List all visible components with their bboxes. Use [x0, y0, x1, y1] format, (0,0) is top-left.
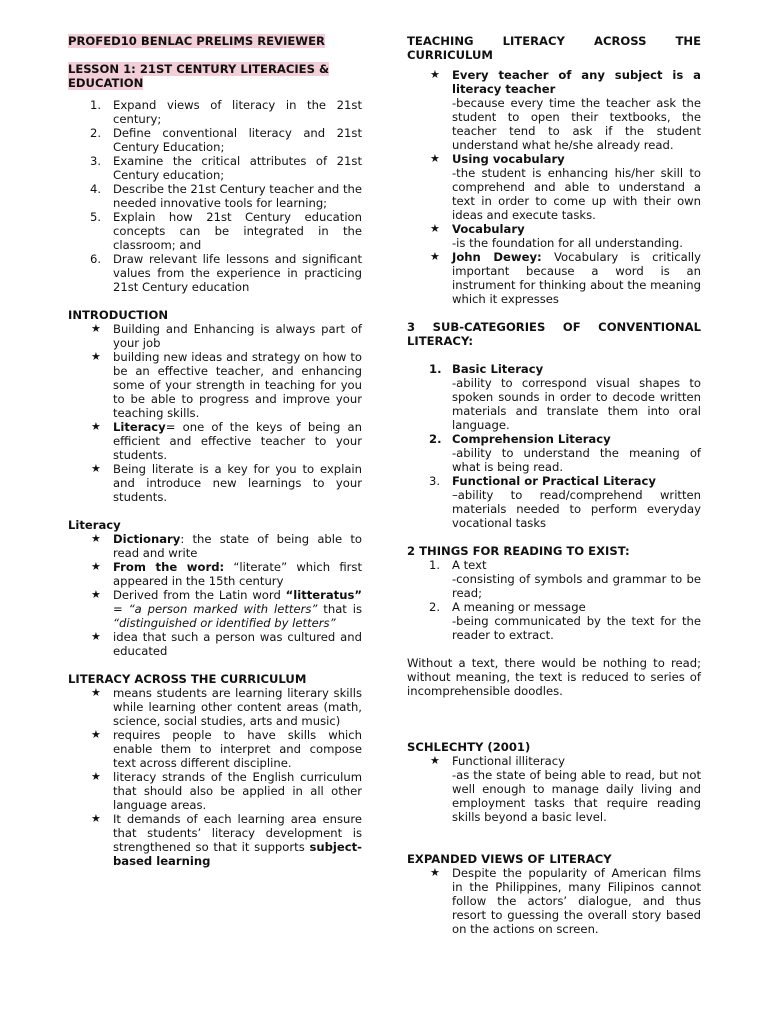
list-item: ★ literacy strands of the English curriculum that should also be applied in all other language areas. [91, 770, 362, 812]
list-item: ★ Building and Enhancing is always part of your job [91, 322, 362, 350]
star-bullet-icon: ★ [91, 532, 101, 545]
list-item: ★ Functional illiteracy -as the state of being able to read, but not well enough to manage daily living and employment tasks that require reading skills beyond a basic level. [430, 754, 701, 824]
star-bullet-icon: ★ [91, 560, 101, 573]
teaching-literacy-list [407, 68, 701, 306]
list-item: 1. Basic Literacy -ability to correspond visual shapes to spoken sounds in order to decode written materials and translate them into oral language. [429, 362, 701, 432]
introduction-list [68, 322, 362, 504]
list-item: ★ Derived from the Latin word “litteratus” = “a person marked with letters” that is “distinguished or identified by letters” [91, 588, 362, 630]
list-item: ★ building new ideas and strategy on how to be an effective teacher, and enhancing some of your strength in teaching for you to be able to progress and improve your teaching skills. [91, 350, 362, 420]
lesson-title-block [68, 62, 362, 90]
objectives-list [68, 98, 362, 294]
introduction-heading: INTRODUCTION [68, 308, 169, 322]
document-title-block [68, 34, 362, 48]
two-things-list [407, 558, 701, 642]
list-item: 2. A meaning or message -being communicated by the text for the reader to extract. [429, 600, 701, 642]
schlechty-list [407, 754, 701, 824]
star-bullet-icon: ★ [430, 68, 440, 81]
star-bullet-icon: ★ [91, 812, 101, 825]
literacy-list [68, 532, 362, 658]
list-item: ★ John Dewey: Vocabulary is critically important because a word is an instrument for thinking about the meaning which it expresses [430, 250, 701, 306]
list-item: ★ requires people to have skills which enable them to interpret and compose text across different discipline. [91, 728, 362, 770]
two-things-heading: 2 THINGS FOR READING TO EXIST: [407, 544, 630, 558]
star-bullet-icon: ★ [430, 754, 440, 767]
literacy-heading: Literacy [68, 518, 121, 532]
list-item: 1. Expand views of literacy in the 21st century; [90, 98, 362, 126]
list-item: ★ Dictionary: the state of being able to read and write [91, 532, 362, 560]
list-item: 6. Draw relevant life lessons and significant values from the experience in practicing 21st Century education [90, 252, 362, 294]
star-bullet-icon: ★ [430, 222, 440, 235]
star-bullet-icon: ★ [430, 250, 440, 263]
star-bullet-icon: ★ [91, 686, 101, 699]
star-bullet-icon: ★ [91, 350, 101, 363]
star-bullet-icon: ★ [91, 322, 101, 335]
star-bullet-icon: ★ [430, 866, 440, 879]
schlechty-heading: SCHLECHTY (2001) [407, 740, 531, 754]
star-bullet-icon: ★ [91, 420, 101, 433]
list-item: 3. Examine the critical attributes of 21st Century education; [90, 154, 362, 182]
star-bullet-icon: ★ [91, 770, 101, 783]
star-bullet-icon: ★ [91, 588, 101, 601]
right-column [407, 34, 701, 936]
left-column [68, 34, 362, 868]
sub-categories-list [407, 362, 701, 530]
star-bullet-icon: ★ [430, 152, 440, 165]
list-item: 3. Functional or Practical Literacy –ability to read/comprehend written materials needed to perform everyday vocational tasks [429, 474, 701, 530]
list-item: 5. Explain how 21st Century education concepts can be integrated in the classroom; and [90, 210, 362, 252]
list-item: ★ idea that such a person was cultured and educated [91, 630, 362, 658]
without-text-paragraph: Without a text, there would be nothing to read; without meaning, the text is reduced to series of incomprehensible doodles. [407, 656, 701, 698]
lesson-title: LESSON 1: 21ST CENTURY LITERACIES & EDUCATION [68, 62, 330, 90]
list-item: ★ It demands of each learning area ensure that students’ literacy development is strengthened so that it supports subject-based learning [91, 812, 362, 868]
document-title: PROFED10 BENLAC PRELIMS REVIEWER [68, 34, 325, 48]
expanded-views-heading: EXPANDED VIEWS OF LITERACY [407, 852, 612, 866]
star-bullet-icon: ★ [91, 462, 101, 475]
sub-categories-heading: 3 SUB-CATEGORIES OF CONVENTIONAL LITERACY: [407, 320, 701, 348]
literacy-across-heading: LITERACY ACROSS THE CURRICULUM [68, 672, 307, 686]
literacy-across-list [68, 686, 362, 868]
list-item: ★ Despite the popularity of American films in the Philippines, many Filipinos cannot follow the actors’ dialogue, and thus resort to guessing the overall story based on the actions on screen. [430, 866, 701, 936]
expanded-views-list [407, 866, 701, 936]
list-item: ★ means students are learning literary skills while learning other content areas (math, science, social studies, arts and music) [91, 686, 362, 728]
teaching-literacy-heading: TEACHING LITERACY ACROSS THE CURRICULUM [407, 34, 701, 62]
list-item: ★ From the word: “literate” which first appeared in the 15th century [91, 560, 362, 588]
list-item: 2. Define conventional literacy and 21st Century Education; [90, 126, 362, 154]
list-item: ★ Every teacher of any subject is a literacy teacher -because every time the teacher ask the student to open their textbooks, the teacher tend to ask if the student understand what he/she already read. [430, 68, 701, 152]
list-item: 4. Describe the 21st Century teacher and the needed innovative tools for learning; [90, 182, 362, 210]
list-item: 2. Comprehension Literacy -ability to understand the meaning of what is being read. [429, 432, 701, 474]
star-bullet-icon: ★ [91, 728, 101, 741]
list-item: ★ Vocabulary -is the foundation for all understanding. [430, 222, 683, 250]
list-item: 1. A text -consisting of symbols and grammar to be read; [429, 558, 701, 600]
list-item: ★ Using vocabulary -the student is enhancing his/her skill to comprehend and able to understand a text in order to come up with their own ideas and execute tasks. [430, 152, 701, 222]
list-item: ★ Being literate is a key for you to explain and introduce new learnings to your students. [91, 462, 362, 504]
list-item: ★ Literacy= one of the keys of being an efficient and effective teacher to your students. [91, 420, 362, 462]
star-bullet-icon: ★ [91, 630, 101, 643]
